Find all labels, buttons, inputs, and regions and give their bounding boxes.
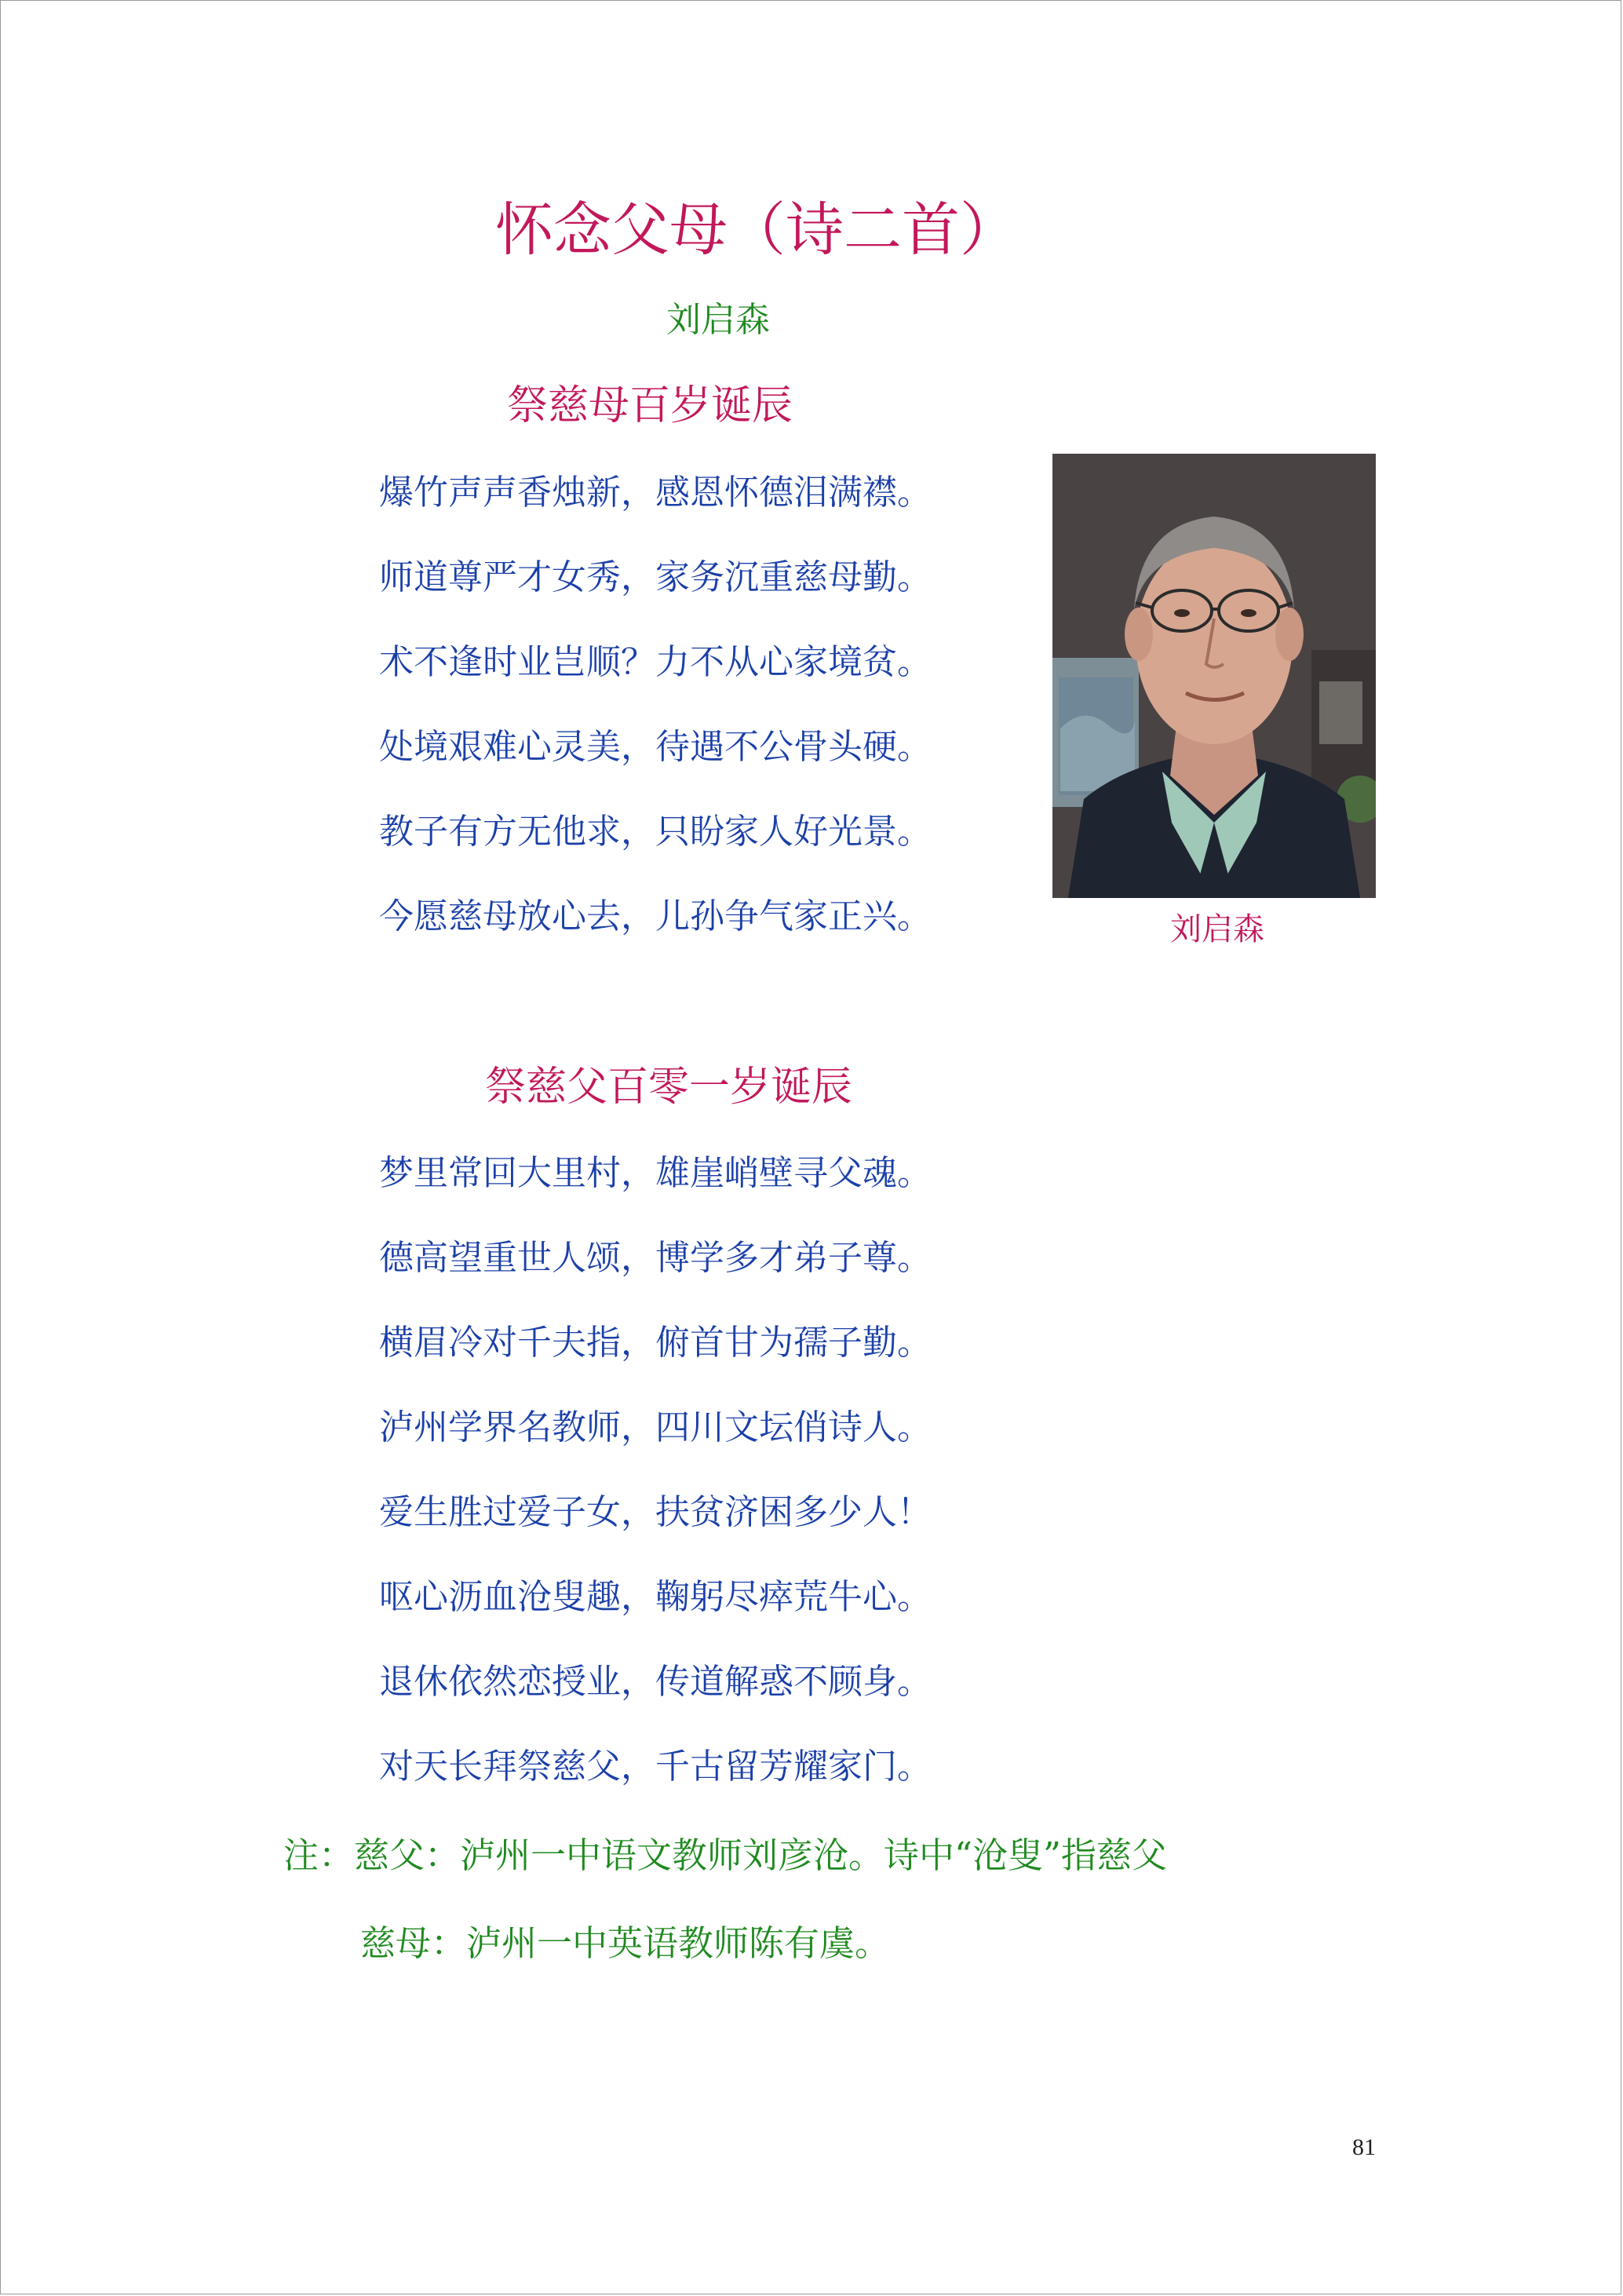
note-mother: 慈母：泸州一中英语教师陈有虞。 [360, 1922, 891, 1964]
verse-line: 梦里常回大里村，雄崖峭壁寻父魂。 [379, 1153, 932, 1193]
page-title: 怀念父母（诗二首） [495, 196, 1018, 264]
poem-2-title: 祭慈父百零一岁诞辰 [485, 1064, 853, 1111]
verse-line: 教子有方无他求，只盼家人好光景。 [379, 812, 932, 852]
portrait-illustration [1052, 454, 1376, 898]
author-name: 刘启森 [666, 300, 770, 340]
verse-line: 横眉冷对千夫指，俯首甘为孺子勤。 [379, 1323, 932, 1363]
verse-line: 爱生胜过爱子女，扶贫济困多少人！ [379, 1492, 932, 1532]
verse-line: 对天长拜祭慈父，千古留芳耀家门。 [379, 1747, 932, 1787]
verse-line: 术不逢时业岂顺？力不从心家境贫。 [379, 642, 932, 682]
verse-line: 师道尊严才女秀，家务沉重慈母勤。 [379, 557, 932, 597]
verse-line: 退休依然恋授业，传道解惑不顾身。 [379, 1662, 932, 1702]
poem-2-verses [379, 1153, 932, 1834]
verse-line: 呕心沥血沧叟趣，鞠躬尽瘁荒牛心。 [379, 1577, 932, 1617]
verse-line: 处境艰难心灵美，待遇不公骨头硬。 [379, 727, 932, 767]
author-photo [1052, 454, 1376, 898]
verse-line: 德高望重世人颂，博学多才弟子尊。 [379, 1238, 932, 1278]
verse-line: 泸州学界名教师，四川文坛俏诗人。 [379, 1407, 932, 1447]
photo-caption: 刘启森 [1170, 911, 1264, 947]
poem-1-verses [379, 473, 932, 984]
note-father: 注：慈父：泸州一中语文教师刘彦沧。诗中“沧叟”指慈父 [283, 1834, 1168, 1876]
verse-line: 爆竹声声香烛新，感恩怀德泪满襟。 [379, 473, 932, 513]
verse-line: 今愿慈母放心去，儿孙争气家正兴。 [379, 896, 932, 936]
poem-1-title: 祭慈母百岁诞辰 [507, 382, 793, 429]
page-number: 81 [1352, 2134, 1376, 2160]
